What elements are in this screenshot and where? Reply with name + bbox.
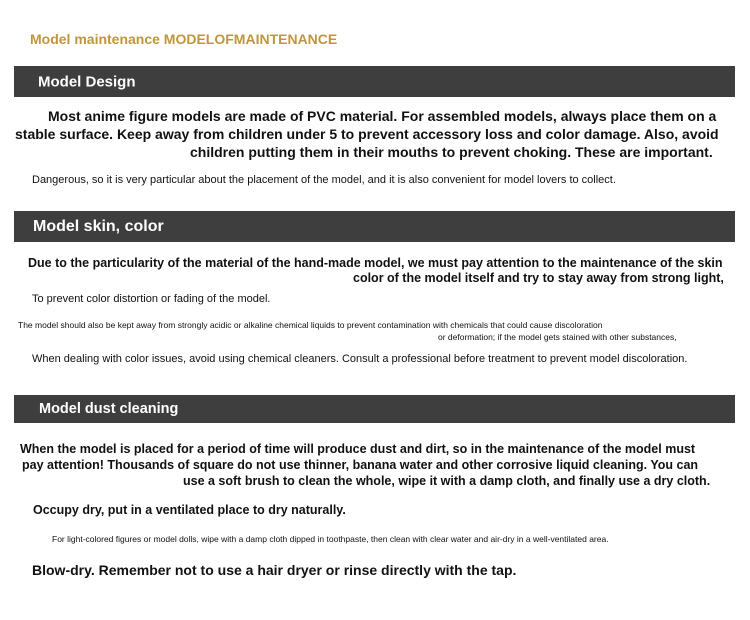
paragraph-line: pay attention! Thousands of square do not use thinner, banana water and other corrosive liquid cleaning. You can [22, 458, 699, 472]
paragraph-line: The model should also be kept away from strongly acidic or alkaline chemical liquids to prevent contamination with chemicals that could cause discoloration [18, 320, 603, 330]
paragraph-line: Occupy dry, put in a ventilated place to dry naturally. [33, 503, 346, 517]
section-heading: Model skin, color [33, 217, 164, 235]
paragraph-line: stable surface. Keep away from children under 5 to prevent accessory loss and color damage. Also, avoid [15, 126, 719, 142]
paragraph-line: When dealing with color issues, avoid using chemical cleaners. Consult a professional before treatment to prevent model discoloration. [32, 353, 688, 365]
section-header-model-design [14, 66, 735, 97]
section-heading: Model Design [38, 73, 136, 90]
paragraph-line: For light-colored figures or model dolls, wipe with a damp cloth dipped in toothpaste, then clean with clear water and air-dry in a well-ventilated area. [52, 534, 609, 544]
paragraph-line: color of the model itself and try to stay away from strong light, [353, 271, 724, 285]
paragraph-line: Due to the particularity of the material of the hand-made model, we must pay attention to the maintenance of the skin [28, 256, 723, 270]
paragraph-line: When the model is placed for a period of time will produce dust and dirt, so in the maintenance of the model must [20, 442, 696, 456]
paragraph-line: or deformation; if the model gets stained with other substances, [438, 332, 677, 342]
page-title: Model maintenance MODELOFMAINTENANCE [30, 31, 338, 47]
section-heading: Model dust cleaning [39, 401, 179, 417]
section-header-model-dust-cleaning [14, 395, 735, 423]
paragraph-line: To prevent color distortion or fading of the model. [32, 293, 271, 305]
paragraph-line: children putting them in their mouths to prevent choking. These are important. [190, 144, 713, 160]
section-header-model-skin-color [14, 211, 735, 242]
paragraph-line: Most anime figure models are made of PVC material. For assembled models, always place them on a [48, 108, 717, 124]
paragraph-line: Blow-dry. Remember not to use a hair dryer or rinse directly with the tap. [32, 562, 517, 578]
paragraph-line: use a soft brush to clean the whole, wipe it with a damp cloth, and finally use a dry cloth. [183, 474, 711, 488]
paragraph-line: Dangerous, so it is very particular about the placement of the model, and it is also convenient for model lovers to collect. [32, 174, 616, 186]
